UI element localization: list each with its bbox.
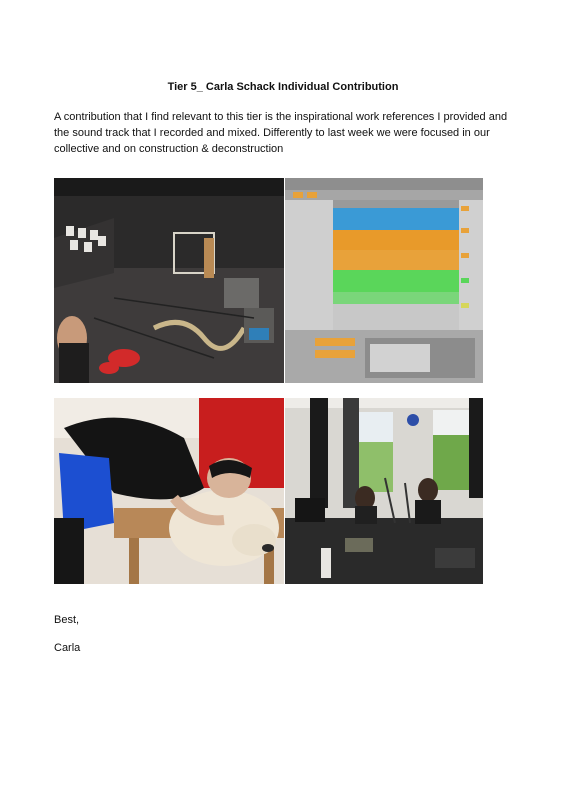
recording-session-photo — [285, 398, 483, 584]
closing-line: Best, — [54, 614, 80, 626]
signature-name: Carla — [54, 642, 81, 654]
bear-rug-photo — [54, 398, 284, 584]
body-paragraph: A contribution that I find relevant to this tier is the inspirational work references I provided and the sound track that I recorded and mixed. Differently to last week we were focused in our collective and on construction & deconstruction — [54, 111, 508, 155]
rehearsal-space-photo — [54, 178, 284, 383]
document-title: Tier 5_ Carla Schack Individual Contribution — [167, 81, 399, 93]
audio-editor-screenshot — [285, 178, 483, 383]
